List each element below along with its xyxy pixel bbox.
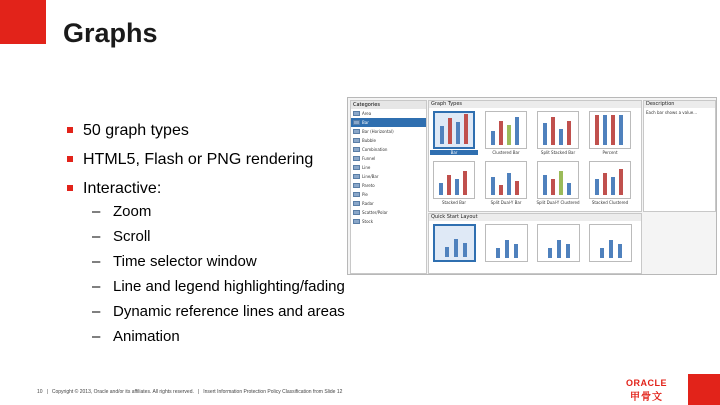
thumbnail-bar	[611, 177, 615, 195]
thumbnail-bar	[455, 179, 459, 195]
graph-type-caption: Clustered Bar	[492, 150, 520, 155]
thumbnail-bar	[507, 125, 511, 145]
sub-bullet-item	[92, 201, 345, 226]
thumbnail-bar	[595, 179, 599, 195]
thumbnail-bar	[559, 171, 563, 195]
sub-bullet-item	[92, 276, 345, 301]
thumbnail-bar	[619, 115, 623, 145]
categories-header: Categories	[351, 101, 426, 109]
category-label: Funnel	[362, 156, 376, 161]
bullet-item	[67, 149, 313, 178]
sub-bullet-text: Zoom	[113, 203, 152, 220]
graph-type-caption: Split Dual-Y Bar	[490, 200, 522, 205]
chart-category-icon	[353, 174, 360, 179]
copyright-text: Copyright © 2013, Oracle and/or its affiliates. All rights reserved.	[51, 389, 194, 395]
sub-bullet-item	[92, 226, 345, 251]
graph-type-thumbnail[interactable]	[485, 161, 527, 199]
bullet-text: Interactive:	[83, 180, 162, 197]
thumbnail-bar	[567, 183, 571, 195]
category-item[interactable]	[351, 154, 426, 163]
thumbnail-bar	[567, 121, 571, 145]
category-label: Bar (Horizontal)	[362, 129, 394, 134]
thumbnail-bar	[499, 121, 503, 145]
graph-type-caption: Bar	[430, 150, 478, 155]
thumbnail-bar	[447, 175, 451, 195]
thumbnail-bar	[505, 240, 509, 258]
category-item[interactable]	[351, 163, 426, 172]
chart-category-icon	[353, 183, 360, 188]
layout-panel	[428, 213, 642, 274]
thumbnail-bar	[600, 248, 604, 258]
category-label: Bubble	[362, 138, 376, 143]
category-label: Stock	[362, 219, 374, 224]
description-panel	[643, 100, 716, 212]
dash-icon: –	[92, 303, 101, 320]
oracle-wordmark: ORACLE	[626, 378, 667, 388]
slide-title: Graphs	[63, 18, 158, 48]
graph-type-caption: Stacked Bar	[441, 200, 467, 205]
thumbnail-bar	[496, 248, 500, 258]
bullet-square-icon	[67, 185, 73, 191]
category-item[interactable]	[351, 109, 426, 118]
category-label: Pie	[362, 192, 368, 197]
graph-type-thumbnail[interactable]	[433, 161, 475, 199]
sub-bullet-text: Scroll	[113, 228, 151, 245]
chart-category-icon	[353, 156, 360, 161]
category-item[interactable]	[351, 190, 426, 199]
category-label: Combination	[362, 147, 388, 152]
bullet-square-icon	[67, 127, 73, 133]
thumbnail-bar	[507, 173, 511, 195]
thumbnail-bar	[619, 169, 623, 195]
thumbnail-bar	[491, 131, 495, 145]
sub-bullet-text: Line and legend highlighting/fading	[113, 278, 345, 295]
slide-footer: 10 | Copyright © 2013, Oracle and/or its affiliates. All rights reserved. | Insert Information Protection Policy Classification from Slide 12	[37, 389, 343, 395]
thumbnail-bar	[514, 244, 518, 258]
chart-category-icon	[353, 192, 360, 197]
thumbnail-bar	[448, 118, 452, 144]
thumbnail-bar	[559, 129, 563, 145]
title-accent-bar	[0, 0, 46, 44]
graph-type-thumbnail[interactable]	[537, 111, 579, 149]
bullet-square-icon	[67, 156, 73, 162]
thumbnail-bar	[595, 115, 599, 145]
oracle-chinese-wordmark: 甲骨文	[630, 392, 663, 403]
dash-icon: –	[92, 203, 101, 220]
category-label: Bar	[362, 120, 369, 125]
chart-category-icon	[353, 210, 360, 215]
sub-bullet-item	[92, 251, 345, 276]
thumbnail-bar	[456, 122, 460, 144]
sub-bullet-item	[92, 301, 345, 326]
thumbnail-bar	[611, 115, 615, 145]
thumbnail-bar	[445, 247, 449, 257]
chart-category-icon	[353, 147, 360, 152]
graph-types-panel	[428, 100, 642, 212]
category-item[interactable]	[351, 172, 426, 181]
graph-type-caption: Split Stacked Bar	[540, 150, 576, 155]
bullet-text: HTML5, Flash or PNG rendering	[83, 151, 314, 168]
thumbnail-bar	[603, 173, 607, 195]
category-item[interactable]	[351, 118, 426, 127]
chart-category-icon	[353, 219, 360, 224]
category-item[interactable]	[351, 136, 426, 145]
sub-bullet-text: Dynamic reference lines and areas	[113, 303, 345, 320]
category-item[interactable]	[351, 208, 426, 217]
chart-category-icon	[353, 129, 360, 134]
thumbnail-bar	[543, 175, 547, 195]
category-item[interactable]	[351, 181, 426, 190]
graph-type-thumbnail[interactable]	[537, 161, 579, 199]
bullet-list	[67, 120, 313, 207]
dash-icon: –	[92, 278, 101, 295]
thumbnail-bar	[464, 114, 468, 144]
thumbnail-bar	[454, 239, 458, 257]
category-label: Radar	[362, 201, 374, 206]
thumbnail-bar	[499, 185, 503, 195]
description-text: Each bar shows a value...	[646, 110, 698, 115]
sub-bullet-text: Animation	[113, 328, 180, 345]
graph-type-caption: Split Dual-Y Clustered	[536, 200, 580, 205]
chart-category-icon	[353, 201, 360, 206]
graph-type-caption: Percent	[602, 150, 618, 155]
category-item[interactable]	[351, 145, 426, 154]
thumbnail-bar	[515, 117, 519, 145]
thumbnail-bar	[463, 243, 467, 257]
thumbnail-bar	[551, 179, 555, 195]
dash-icon: –	[92, 253, 101, 270]
dash-icon: –	[92, 328, 101, 345]
thumbnail-bar	[440, 126, 444, 144]
graph-type-caption: Stacked Clustered	[591, 200, 629, 205]
thumbnail-bar	[618, 244, 622, 258]
layout-header: Quick Start Layout	[429, 214, 641, 221]
layout-thumbnail[interactable]	[433, 224, 476, 262]
layout-thumbnail[interactable]	[589, 224, 632, 262]
thumbnail-bar	[515, 181, 519, 195]
thumbnail-bar	[543, 123, 547, 145]
chart-category-icon	[353, 165, 360, 170]
graph-type-thumbnail[interactable]	[485, 111, 527, 149]
bullet-item	[67, 120, 313, 149]
category-item[interactable]	[351, 127, 426, 136]
sub-bullet-list	[92, 201, 345, 351]
graph-types-header: Graph Types	[429, 101, 641, 108]
thumbnail-bar	[566, 244, 570, 258]
category-label: Pareto	[362, 183, 375, 188]
oracle-logo-block	[688, 374, 720, 405]
bullet-text: 50 graph types	[83, 122, 189, 139]
description-header: Description	[644, 101, 715, 108]
thumbnail-bar	[551, 117, 555, 145]
thumbnail-bar	[463, 171, 467, 195]
category-item[interactable]	[351, 199, 426, 208]
sub-bullet-item	[92, 326, 345, 351]
category-label: Line	[362, 165, 371, 170]
sub-bullet-text: Time selector window	[113, 253, 257, 270]
thumbnail-bar	[439, 183, 443, 195]
category-label: Line/Bar	[362, 174, 379, 179]
category-list	[351, 109, 426, 226]
chart-category-icon	[353, 120, 360, 125]
chart-category-icon	[353, 111, 360, 116]
thumbnail-bar	[609, 240, 613, 258]
page-number: 10	[37, 389, 43, 395]
chart-category-icon	[353, 138, 360, 143]
classification-text: Insert Information Protection Policy Classification from Slide 12	[203, 389, 343, 395]
layout-thumbnail[interactable]	[537, 224, 580, 262]
dash-icon: –	[92, 228, 101, 245]
graph-type-thumbnail[interactable]	[433, 111, 475, 149]
category-label: Area	[362, 111, 372, 116]
category-item[interactable]	[351, 217, 426, 226]
thumbnail-bar	[557, 240, 561, 258]
thumbnail-bar	[603, 115, 607, 145]
graph-type-thumbnail[interactable]	[589, 161, 631, 199]
graph-type-thumbnail[interactable]	[589, 111, 631, 149]
thumbnail-bar	[491, 177, 495, 195]
category-label: Scatter/Polar	[362, 210, 388, 215]
graph-gallery-screenshot	[347, 97, 717, 275]
thumbnail-bar	[548, 248, 552, 258]
categories-panel	[350, 100, 427, 274]
layout-thumbnail[interactable]	[485, 224, 528, 262]
